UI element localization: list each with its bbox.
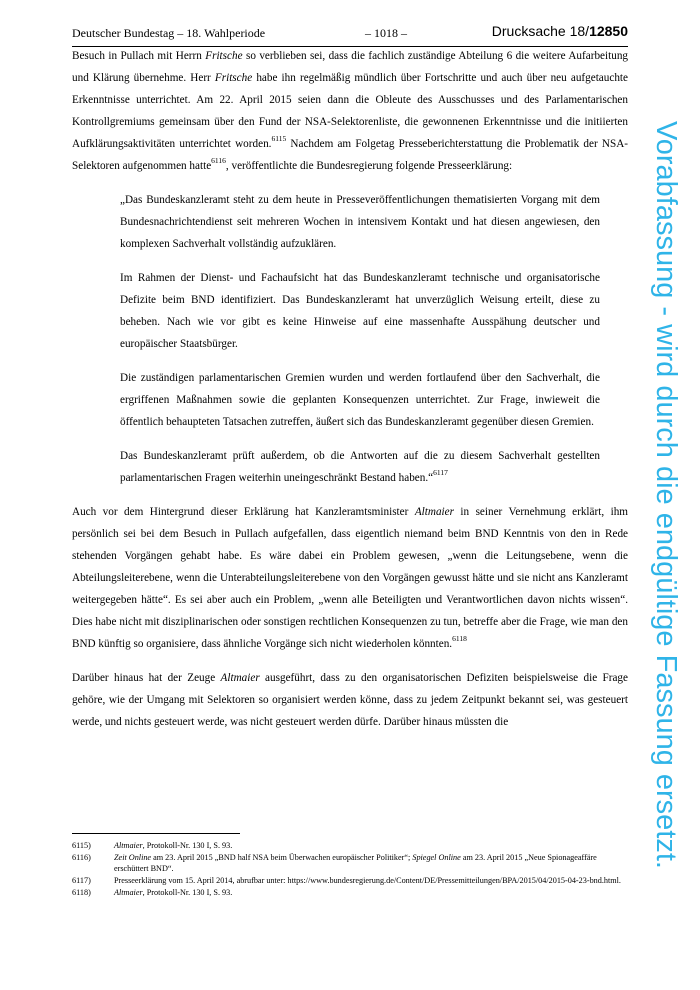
footnote-ref: 6117	[433, 468, 448, 478]
text-run: am 23. April 2015 „BND half NSA beim Überwachen europäischer Politiker“;	[151, 853, 413, 862]
page-header	[72, 22, 628, 47]
footnote	[72, 852, 628, 874]
header-parliament: Deutscher Bundestag – 18. Wahlperiode	[72, 26, 266, 40]
text-run: Besuch in Pullach mit Herrn	[72, 50, 206, 62]
footnote-divider	[72, 833, 240, 834]
text-run: , veröffentlichte die Bundesregierung folgende Presseerklärung:	[225, 160, 513, 172]
footnote-number: 6118)	[72, 888, 91, 897]
footnote-number: 6117)	[72, 876, 91, 885]
footnote-text	[114, 852, 628, 874]
footnote	[72, 875, 628, 886]
body-text	[72, 45, 628, 733]
footnote-ref: 6115	[271, 134, 287, 144]
person-name: Altmaier	[220, 672, 260, 684]
footnote	[72, 887, 628, 898]
footnote-ref: 6116	[211, 156, 226, 166]
quote-paragraph-3: Die zuständigen parlamentarischen Gremien wurden und werden fortlaufend über den Sachverhalt, die ergriffenen Maßnahmen sowie die geplanten Konsequenzen unterrichtet. Zur Frage, inwieweit die öffentlich behaupteten Tatsachen zutreffen, äußert sich das Bundeskanzleramt gegenüber diesen Gremien.	[120, 372, 600, 428]
preliminary-version-watermark	[640, 121, 692, 869]
text-run: Nachdem am Folgetag Presseberichterstattung die Problematik der NSA-Selektoren aufgenommen hatte	[72, 138, 628, 172]
text-run: , Protokoll-Nr. 130 I, S. 93.	[142, 841, 233, 850]
footnotes	[72, 840, 628, 899]
header-page-number: – 1018 –	[365, 26, 407, 40]
text-run: ausgeführt, dass zu den organisatorischen Defiziten beispielsweise die Frage gehöre, wie der Umgang mit Selektoren so organisiert werden könne, dass zu jedem Zeitpunkt bekannt sei, was gesteuert werde, und nichts gesteuert werde, was nicht gesteuert werden dürfe. Darüber hinaus müssten die	[72, 672, 628, 728]
header-document-number	[492, 23, 628, 39]
quote-paragraph-2: Im Rahmen der Dienst- und Fachaufsicht hat das Bundeskanzleramt technische und organisatorische Defizite beim BND identifiziert. Das Bundeskanzleramt hat unverzüglich Weisung erteilt, diese zu beheben. Nach wie vor gibt es keine Hinweise auf eine massenhafte Ausspähung deutscher und europäischer Staatsbürger.	[120, 272, 600, 350]
text-run: am 23. April 2015 „Neue Spionageaffäre erschüttert BND“.	[114, 853, 597, 873]
text-run: so verblieben sei, dass die fachlich zuständige Abteilung 6 die weitere Aufarbeitung und Klärung übernehme. Herr	[72, 50, 629, 84]
text-run: in seiner Vernehmung erklärt, ihm persönlich sei bei dem Besuch in Pullach aufgefallen, dass eigentlich niemand beim BND Kenntnis von den in Rede stehenden Vorgängen gehabt habe. Es wäre dabei ein Problem gewesen, „wenn die Leitungsebene, wenn die Abteilungsleiterebene, wenn die Unterabteilungsleiterebene von den Vorgängen gewusst hätte und sie nicht ans Kanzleramt weitergegeben hätte“. Es sei aber auch ein Problem, „wenn alle Beteiligten und Verantwortlichen davon nichts wissen“. Dies habe nicht mit disziplinarischen oder sonstigen rechtlichen Konsequenzen zu tun, betreffe aber die Frage, wie man den BND künftig so organisiere, dass ähnliche Vorgänge sich nicht wiederholen könnten.	[72, 506, 628, 650]
source-name: Zeit Online	[114, 853, 152, 862]
person-name: Altmaier	[114, 888, 143, 897]
person-name: Altmaier	[114, 841, 143, 850]
person-name: Altmaier	[414, 506, 454, 518]
paragraph-3	[72, 667, 628, 733]
press-release-quote	[120, 189, 600, 489]
text-run: Auch vor dem Hintergrund dieser Erklärung hat Kanzleramtsminister	[72, 506, 415, 518]
text-run: , Protokoll-Nr. 130 I, S. 93.	[142, 888, 233, 897]
watermark-text: Vorabfassung - wird durch die endgültige Fassung ersetzt.	[650, 121, 682, 869]
paragraph-2	[72, 501, 628, 655]
header-doc-id: 12850	[589, 23, 628, 39]
quote-paragraph-4	[120, 445, 600, 489]
person-name: Fritsche	[205, 50, 243, 62]
source-name: Spiegel Online	[412, 853, 461, 862]
footnote	[72, 840, 628, 851]
text-run: habe ihn regelmäßig mündlich über Fortschritte und auch über neu aufgetauchte Erkenntnisse unterrichtet. Am 22. April 2015 seien dann die Obleute des Ausschusses und des Parlamentarischen Kontrollgremiums gemeinsam über den Fund der NSA-Selektorenliste, die gewonnenen Erkenntnisse und die initiierten Aufklärungsaktivitäten unterrichtet worden.	[72, 72, 629, 150]
quote-paragraph-1: „Das Bundeskanzleramt steht zu dem heute in Presseveröffentlichungen thematisierten Vorgang mit dem Bundesnachrichtendienst seit mehreren Wochen in intensivem Kontakt und hat diesen angewiesen, den komplexen Sachverhalt vollständig aufzuklären.	[120, 194, 600, 250]
text-run: Das Bundeskanzleramt prüft außerdem, ob die Antworten auf die zu diesem Sachverhalt gestellten parlamentarischen Fragen weiterhin uneingeschränkt Bestand haben.“	[120, 450, 600, 484]
text-run: Darüber hinaus hat der Zeuge	[72, 672, 221, 684]
header-doc-label: Drucksache 18/	[491, 23, 590, 39]
footnote-number: 6116)	[72, 853, 91, 862]
footnote-text	[114, 840, 628, 851]
footnote-ref: 6118	[452, 634, 467, 644]
paragraph-1	[72, 45, 628, 177]
footnote-text: Presseerklärung vom 15. April 2014, abrufbar unter: https://www.bundesregierung.de/Content/DE/Pressemitteilungen/BPA/2015/04/2015-04-23-bnd.html.	[114, 876, 621, 885]
person-name: Fritsche	[214, 72, 253, 84]
footnote-number: 6115)	[72, 841, 91, 850]
footnote-text	[114, 887, 628, 898]
